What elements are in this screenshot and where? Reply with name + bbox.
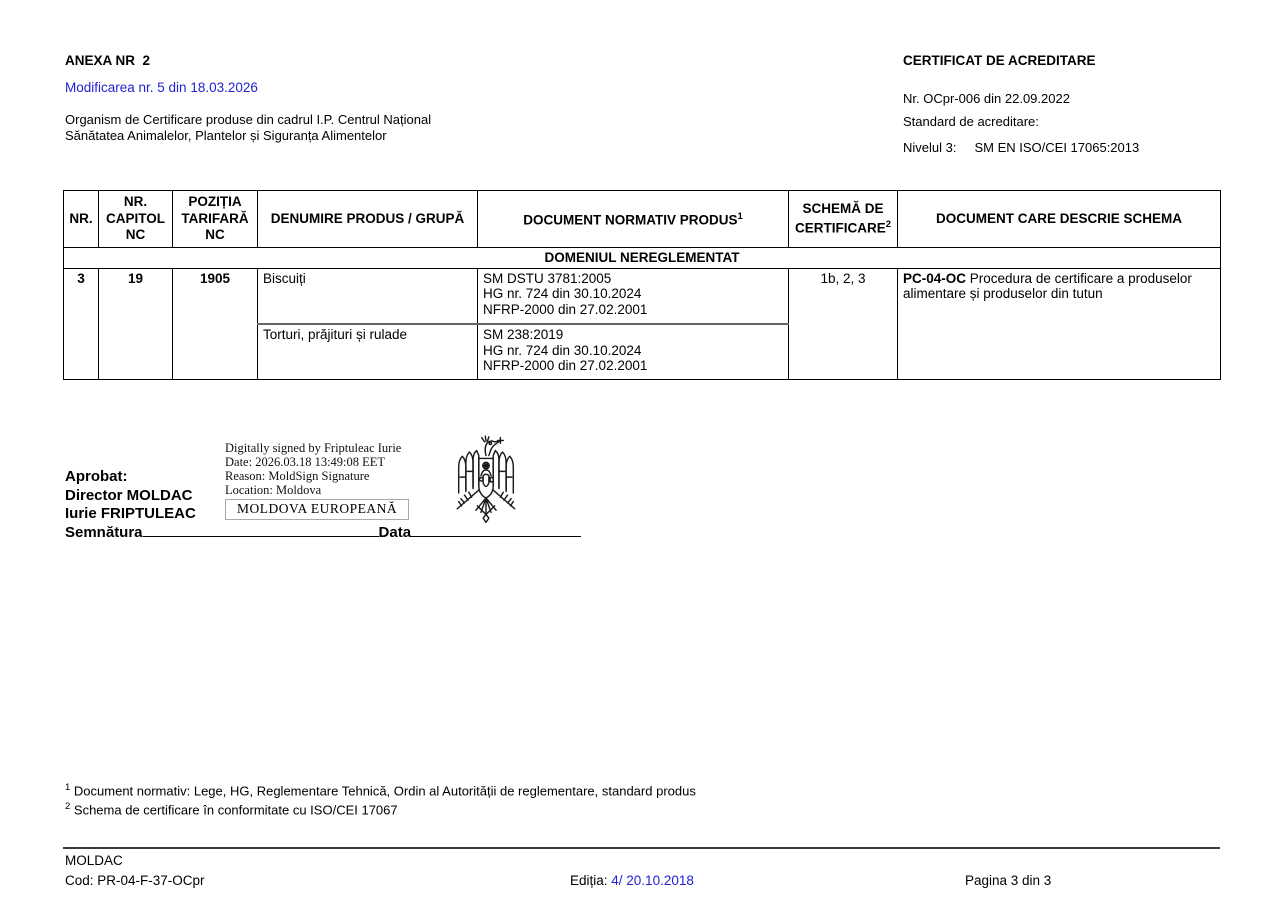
footnote-2-marker: 2 bbox=[65, 800, 71, 812]
organism-line-2: Sănătatea Animalelor, Plantelor și Siguranța Alimentelor bbox=[65, 127, 387, 143]
col-header-denumire: DENUMIRE PRODUS / GRUPĂ bbox=[258, 191, 478, 248]
footnote-1 bbox=[65, 780, 696, 799]
moldova-europeana-stamp: MOLDOVA EUROPEANĂ bbox=[225, 499, 409, 520]
anexa-title: ANEXA NR 2 bbox=[65, 53, 151, 68]
nivel-value: SM EN ISO/CEI 17065:2013 bbox=[974, 140, 1140, 155]
col-header-schema bbox=[789, 191, 898, 248]
cell-document-schema bbox=[898, 268, 1221, 379]
dsig-signed-by: Digitally signed by Friptuleac Iurie bbox=[225, 441, 402, 455]
col-header-nr: NR. bbox=[64, 191, 99, 248]
edition-value: 4/ 20.10.2018 bbox=[611, 873, 694, 888]
edition-label: Ediția: bbox=[570, 873, 612, 888]
document-line: SM DSTU 3781:2005 bbox=[483, 270, 612, 286]
footer-organization: MOLDAC bbox=[65, 853, 123, 868]
dsig-location: Location: Moldova bbox=[225, 483, 322, 497]
cell-capitol: 19 bbox=[99, 268, 173, 379]
cell-nr: 3 bbox=[64, 268, 99, 379]
footer-document-code: Cod: PR-04-F-37-OCpr bbox=[65, 873, 205, 888]
document-line: HG nr. 724 din 30.10.2024 bbox=[483, 286, 642, 301]
aprobat-label: Aprobat: bbox=[65, 468, 128, 485]
col-header-schema-label: SCHEMĂ DE CERTIFICARE bbox=[794, 200, 886, 236]
modificare-link[interactable]: Modificarea nr. 5 din 18.03.2026 bbox=[65, 80, 258, 95]
footnote-ref-1: 1 bbox=[737, 210, 743, 222]
cell-schema-certificare: 1b, 2, 3 bbox=[789, 268, 898, 379]
footnote-1-marker: 1 bbox=[65, 782, 71, 793]
nivel-label: Nivelul 3: bbox=[903, 140, 957, 155]
document-line: NFRP-2000 din 27.02.2001 bbox=[483, 358, 648, 373]
footer-page-number: Pagina 3 din 3 bbox=[965, 873, 1052, 888]
document-line: NFRP-2000 din 27.02.2001 bbox=[483, 301, 648, 317]
organism-line-1: Organism de Certificare produse din cadrul I.P. Centrul Național bbox=[65, 112, 432, 127]
cell-pozitia: 1905 bbox=[173, 268, 258, 379]
col-header-pozitia: POZIȚIA TARIFARĂ NC bbox=[173, 191, 258, 248]
digital-signature-block bbox=[225, 441, 401, 497]
cell-documente-torturi bbox=[478, 324, 789, 379]
dsig-reason: Reason: MoldSign Signature bbox=[225, 469, 370, 483]
footer-divider bbox=[63, 847, 1220, 849]
section-row bbox=[64, 247, 1221, 268]
director-title: Director MOLDAC bbox=[65, 486, 193, 504]
footnote-2-text: Schema de certificare în conformitate cu ISO/CEI 17067 bbox=[70, 802, 398, 818]
director-name: Iurie FRIPTULEAC bbox=[65, 505, 196, 522]
cell-denumire-torturi: Torturi, prăjituri și rulade bbox=[258, 324, 478, 379]
dsig-date: Date: 2026.03.18 13:49:08 EET bbox=[225, 455, 386, 469]
section-label-domeniul-nereglementat: DOMENIUL NEREGLEMENTAT bbox=[64, 247, 1221, 268]
procedure-code: PC-04-OC bbox=[903, 270, 967, 286]
table-row bbox=[64, 268, 1221, 324]
certificat-number: Nr. OCpr-006 din 22.09.2022 bbox=[903, 91, 1070, 106]
footnote-2 bbox=[65, 799, 696, 818]
table-header-row bbox=[64, 191, 1221, 248]
certification-scope-table bbox=[63, 190, 1221, 380]
semnatura-label: Semnătura bbox=[65, 523, 143, 541]
certificat-title: CERTIFICAT DE ACREDITARE bbox=[903, 53, 1096, 68]
signature-blank-line bbox=[143, 524, 379, 537]
procedure-text: Procedura de certificare a produselor alimentare și produselor din tutun bbox=[903, 270, 1192, 301]
moldova-coat-of-arms-icon bbox=[450, 434, 522, 531]
footnote-1-text: Document normativ: Lege, HG, Reglementare Tehnică, Ordin al Autorității de reglementare, standard produs bbox=[70, 783, 696, 799]
footer-edition bbox=[570, 873, 694, 888]
standard-label: Standard de acreditare: bbox=[903, 114, 1039, 129]
col-header-document-normativ-label: DOCUMENT NORMATIV PRODUS bbox=[523, 212, 738, 228]
organism-name bbox=[65, 112, 465, 143]
nivel-line bbox=[903, 140, 1139, 155]
document-line: SM 238:2019 bbox=[483, 327, 564, 342]
cell-denumire-biscuiti: Biscuiți bbox=[258, 268, 478, 324]
col-header-document-normativ bbox=[478, 191, 789, 248]
col-header-descriere: DOCUMENT CARE DESCRIE SCHEMA bbox=[898, 191, 1221, 248]
footnotes bbox=[65, 780, 696, 818]
cell-documente-biscuiti bbox=[478, 268, 789, 324]
col-header-capitol: NR. CAPITOL NC bbox=[99, 191, 173, 248]
document-line: HG nr. 724 din 30.10.2024 bbox=[483, 342, 642, 358]
footnote-ref-2: 2 bbox=[885, 219, 892, 230]
data-label: Data bbox=[378, 523, 412, 541]
